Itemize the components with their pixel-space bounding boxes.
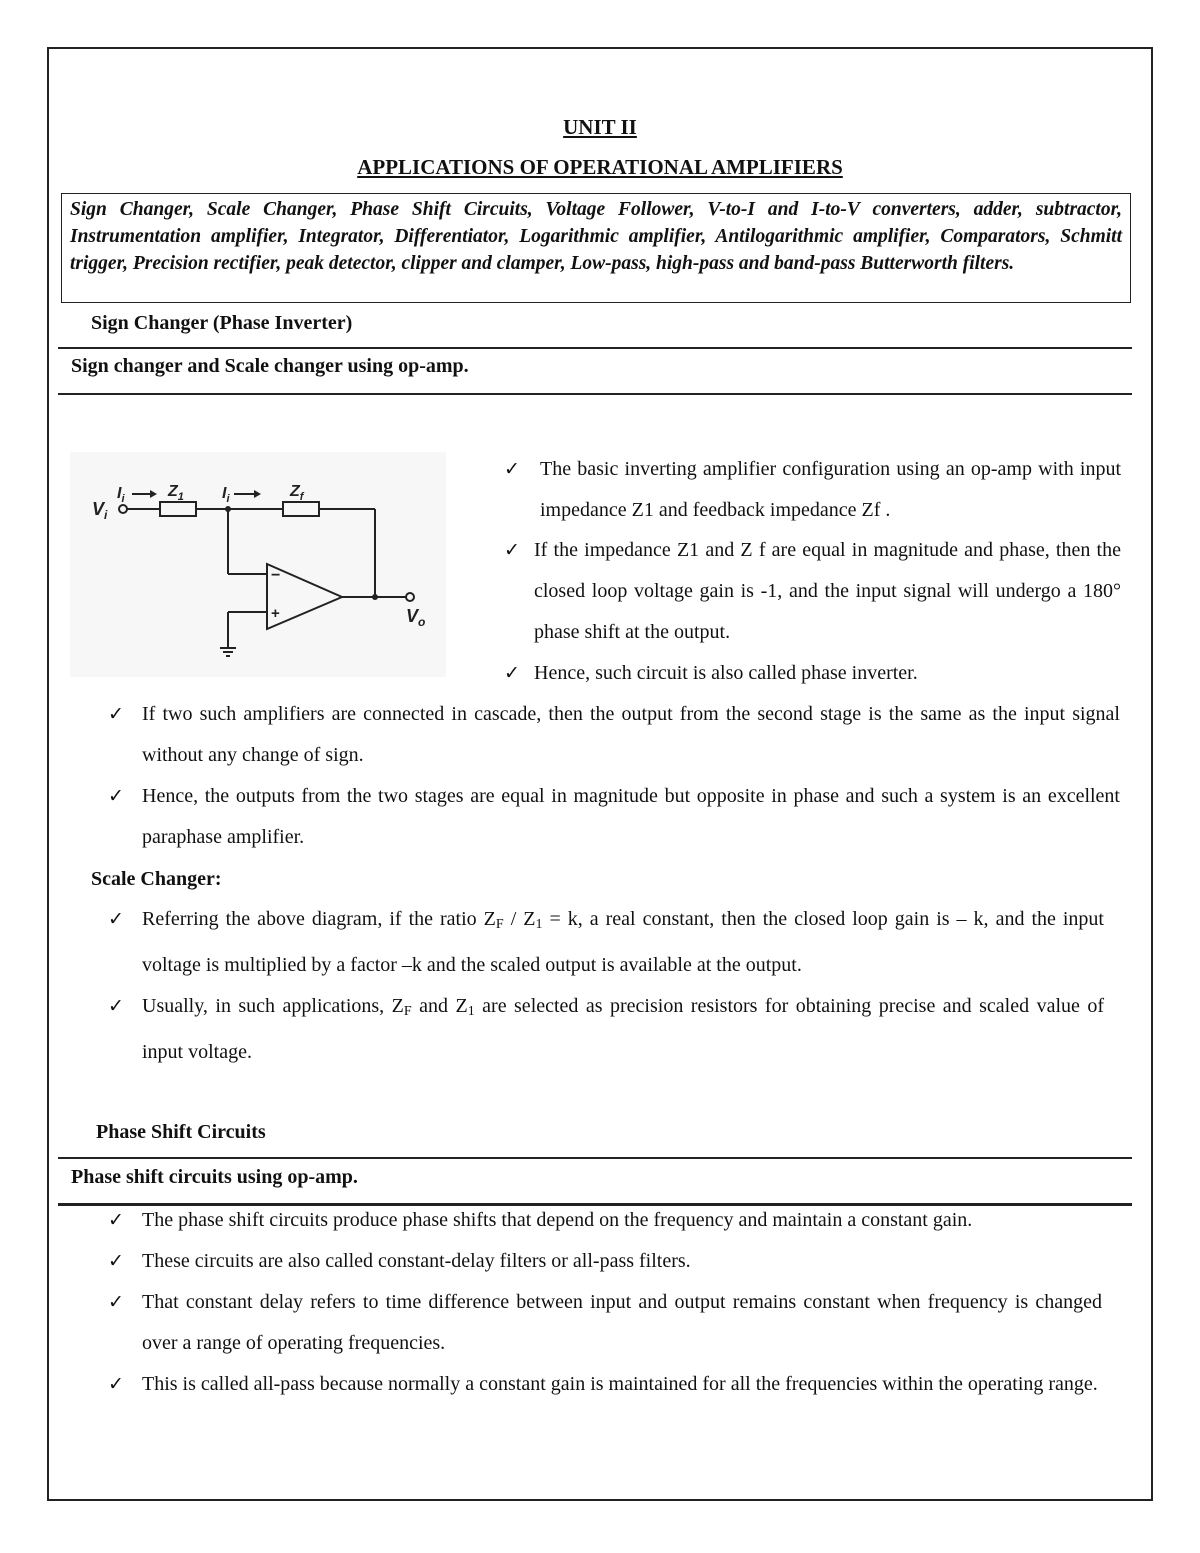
check-icon: ✓ [504, 540, 520, 561]
label-vo: V [406, 606, 419, 626]
check-icon: ✓ [504, 459, 520, 480]
list-item: ✓ If the impedance Z1 and Z f are equal in magnitude and phase, then the closed loop voltage gain is -1, and the input signal will undergo a 180° phase shift at the output. [534, 530, 1121, 653]
list-item: ✓ The basic inverting amplifier configuration using an op-amp with input impedance Z1 and feedback impedance Zf . [540, 449, 1121, 531]
section-heading-scale-changer: Scale Changer: [91, 868, 222, 890]
inverting-amplifier-circuit [70, 452, 446, 677]
section-heading-phase-shift: Phase Shift Circuits [96, 1121, 266, 1143]
resistor-z1 [160, 502, 196, 516]
check-icon: ✓ [108, 1210, 124, 1231]
check-icon: ✓ [108, 909, 124, 930]
input-terminal [119, 505, 127, 513]
circuit-svg [70, 452, 446, 677]
bar-title-phase-shift: Phase shift circuits using op-amp. [71, 1166, 358, 1188]
page-title: APPLICATIONS OF OPERATIONAL AMPLIFIERS [357, 155, 843, 179]
rule-top-1 [58, 347, 1132, 349]
label-ii-2: I [222, 485, 227, 502]
bullets-full [108, 694, 1120, 858]
rule-top-2 [58, 1157, 1132, 1159]
list-item: ✓ If two such amplifiers are connected in cascade, then the output from the second stage is the same as the input signal without any change of sign. [142, 694, 1120, 776]
svg-text:Zf: $Z_f$ [290, 483, 304, 503]
svg-text:Ii: $I_i$ [117, 485, 125, 505]
check-icon: ✓ [108, 996, 124, 1017]
check-icon: ✓ [108, 1292, 124, 1313]
label-vi: V [92, 499, 105, 519]
list-item: ✓ Usually, in such applications, $Z_F$ and $Z_1$ are selected as precision resistors for obtaining precise and scaled value of input voltage. [142, 986, 1104, 1073]
label-zf: Z [290, 483, 300, 500]
bar-title-sign-scale: Sign changer and Scale changer using op-amp. [71, 355, 469, 377]
list-item: ✓ These circuits are also called constant-delay filters or all-pass filters. [142, 1241, 1102, 1282]
list-item: ✓ This is called all-pass because normally a constant gain is maintained for all the frequencies within the operating range. [142, 1364, 1102, 1405]
svg-text:Z1: $Z_1$ [168, 483, 184, 503]
rule-bottom-1 [58, 393, 1132, 395]
syllabus-box: Sign Changer, Scale Changer, Phase Shift Circuits, Voltage Follower, V-to-I and I-to-V converters, adder, subtractor, Instrumentation amplifier, Integrator, Differentiator, Logarithmic amplifier, Antilogarithmic amplifier, Comparators, Schmitt trigger, Precision rectifier, peak detector, clipper and clamper, Low-pass, high-pass and band-pass Butterworth filters. [61, 193, 1131, 303]
label-plus: + [271, 605, 280, 622]
list-item: ✓ The phase shift circuits produce phase shifts that depend on the frequency and maintain a constant gain. [142, 1200, 1102, 1241]
label-ii-1: I [117, 485, 122, 502]
resistor-zf [283, 502, 319, 516]
output-terminal [406, 593, 414, 601]
check-icon: ✓ [108, 1251, 124, 1272]
svg-text:Vo: $V_o$ [406, 606, 426, 629]
bullets-right-2 [504, 530, 1121, 694]
list-item: ✓ That constant delay refers to time difference between input and output remains constant when frequency is changed over a range of operating frequencies. [142, 1282, 1102, 1364]
list-item: ✓ Referring the above diagram, if the ratio $Z_F / Z_1 = k$, a real constant, then the closed loop gain is – k, and the input voltage is multiplied by a factor –k and the scaled output is available at the output. [142, 899, 1104, 986]
list-item: ✓ Hence, the outputs from the two stages are equal in magnitude but opposite in phase and such a system is an excellent paraphase amplifier. [142, 776, 1120, 858]
check-icon: ✓ [108, 786, 124, 807]
check-icon: ✓ [108, 704, 124, 725]
label-z1: Z [168, 483, 178, 500]
svg-text:Vi: $V_i$ [92, 499, 108, 522]
bullets-scale [108, 899, 1105, 1073]
check-icon: ✓ [108, 1374, 124, 1395]
label-minus: − [271, 567, 281, 584]
unit-title: UNIT II [563, 115, 637, 139]
list-item: ✓ Hence, such circuit is also called phase inverter. [534, 653, 1121, 694]
bullets-phase-shift [108, 1200, 1102, 1405]
svg-text:Ii: $I_i$ [222, 485, 230, 505]
bullets-right [504, 449, 1121, 531]
check-icon: ✓ [504, 663, 520, 684]
section-heading-sign-changer: Sign Changer (Phase Inverter) [91, 312, 353, 334]
